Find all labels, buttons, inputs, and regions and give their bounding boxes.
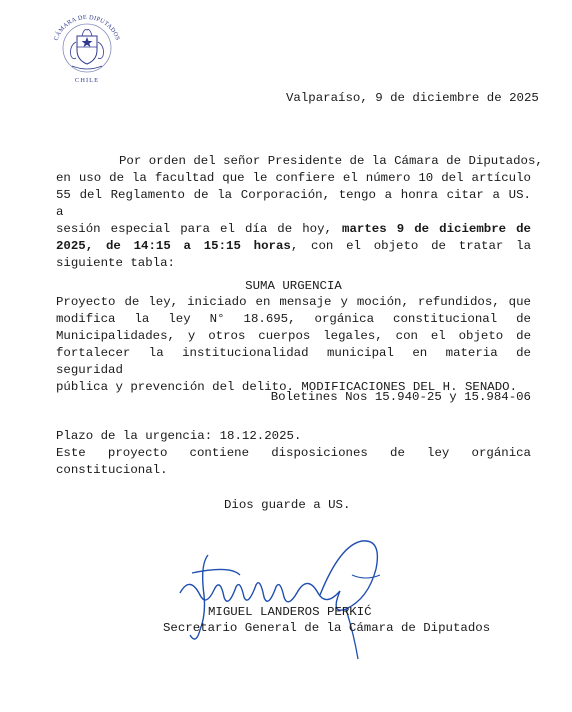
signatory-role: Secretario General de la Cámara de Diputados xyxy=(163,621,491,635)
bill-description xyxy=(56,294,531,396)
paragraph-line: siguiente tabla: xyxy=(56,256,175,270)
bill-line: fortalecer la institucionalidad municipal en materia de seguridad xyxy=(56,346,531,377)
paragraph-line: en uso de la facultad que le confiere el número 10 del artículo xyxy=(56,171,531,185)
handwritten-signature xyxy=(170,535,400,665)
paragraph-text: sesión especial para el día de hoy, xyxy=(56,222,332,236)
bill-line: modifica la ley N° 18.695, orgánica constitucional de xyxy=(56,312,531,326)
seal-emblem-icon xyxy=(42,10,132,86)
bill-line: Municipalidades, y otros cuerpos legales, con el objeto de xyxy=(56,329,531,343)
paragraph-text: , con el objeto de tratar la xyxy=(290,239,532,253)
date-line: Valparaíso, 9 de diciembre de 2025 xyxy=(286,91,539,105)
note-line: Este proyecto contiene disposiciones de ley orgánica xyxy=(56,446,531,460)
deadline-line: Plazo de la urgencia: 18.12.2025. xyxy=(56,429,302,443)
bill-line: Proyecto de ley, iniciado en mensaje y moción, refundidos, que xyxy=(56,295,531,309)
session-time-bold: 2025, de 14:15 a 15:15 horas xyxy=(56,239,291,253)
signatory-name: MIGUEL LANDEROS PERKIĆ xyxy=(208,605,372,619)
paragraph-line: Por orden del señor Presidente de la Cámara de Diputados, xyxy=(119,154,543,168)
seal-country-text: CHILE xyxy=(74,77,100,84)
citation-paragraph xyxy=(56,153,543,272)
session-date-bold: martes 9 de diciembre de xyxy=(342,222,531,236)
paragraph-line xyxy=(56,221,531,238)
paragraph-line: 55 del Reglamento de la Corporación, tengo a honra citar a US. a xyxy=(56,188,531,219)
paragraph-line xyxy=(56,238,531,255)
urgency-deadline-block xyxy=(56,428,531,479)
closing-line: Dios guarde a US. xyxy=(224,498,351,512)
bulletins-line: Boletines Nos 15.940-25 y 15.984-06 xyxy=(270,390,531,404)
urgency-title: SUMA URGENCIA xyxy=(245,279,342,293)
note-line: constitucional. xyxy=(56,463,168,477)
seal-arc-text: CÁMARA DE DIPUTADOS xyxy=(52,13,122,42)
chamber-seal xyxy=(42,10,132,86)
bill-line: pública y prevención del delito. MODIFICACIONES DEL H. SENADO. xyxy=(56,380,518,394)
